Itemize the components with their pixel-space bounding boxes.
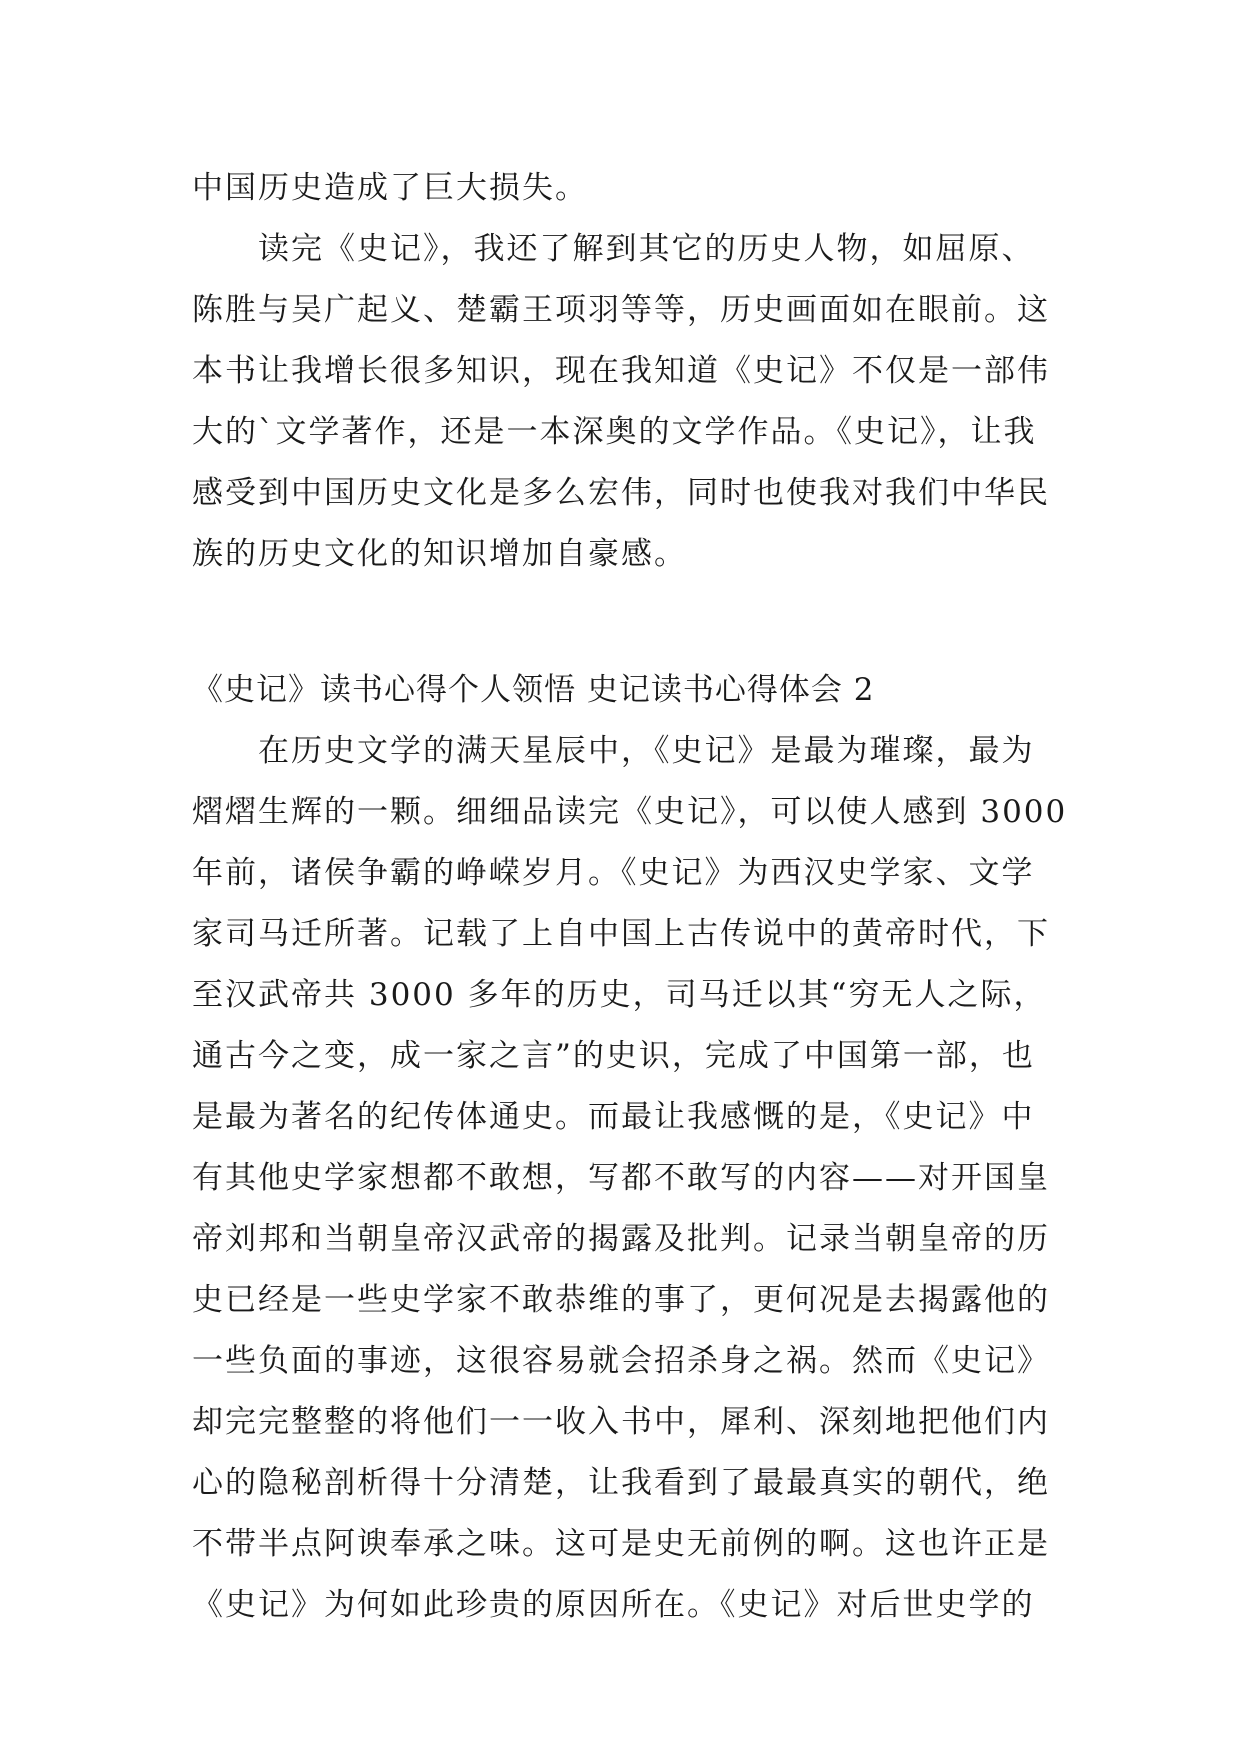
paragraph-line: 中国历史造成了巨大损失。 [192, 170, 588, 206]
paragraph-line: 本书让我增长很多知识，现在我知道《史记》不仅是一部伟 [192, 353, 1050, 389]
paragraph-line: 年前，诸侯争霸的峥嵘岁月。《史记》为西汉史学家、文学 [192, 855, 1035, 891]
paragraph-line: 不带半点阿谀奉承之味。这可是史无前例的啊。这也许正是 [192, 1526, 1050, 1562]
document-body [192, 158, 1068, 1636]
paragraph-line: 至汉武帝共 3000 多年的历史，司马迁以其“穷无人之际， [192, 977, 1047, 1013]
paragraph-line: 《史记》为何如此珍贵的原因所在。《史记》对后世史学的 [192, 1587, 1035, 1623]
paragraph-line: 大的`文学著作，还是一本深奥的文学作品。《史记》，让我 [192, 414, 1037, 450]
paragraph-line: 感受到中国历史文化是多么宏伟，同时也使我对我们中华民 [192, 475, 1050, 511]
paragraph-line: 一些负面的事迹，这很容易就会招杀身之祸。然而《史记》 [192, 1343, 1050, 1379]
paragraph-line: 有其他史学家想都不敢想，写都不敢写的内容——对开国皇 [192, 1160, 1050, 1196]
paragraph-line: 在历史文学的满天星辰中，《史记》是最为璀璨，最为 [192, 733, 1035, 769]
section-spacer [192, 585, 1052, 660]
paragraph-line: 陈胜与吴广起义、楚霸王项羽等等，历史画面如在眼前。这 [192, 292, 1050, 328]
paragraph-line: 族的历史文化的知识增加自豪感。 [192, 536, 687, 572]
paragraph-line: 却完完整整的将他们一一收入书中，犀利、深刻地把他们内 [192, 1404, 1050, 1440]
paragraph-line: 史已经是一些史学家不敢恭维的事了，更何况是去揭露他的 [192, 1282, 1050, 1318]
section-heading: 《史记》读书心得个人领悟 史记读书心得体会 2 [192, 672, 875, 708]
paragraph-line: 心的隐秘剖析得十分清楚，让我看到了最最真实的朝代，绝 [192, 1465, 1050, 1501]
paragraph-line: 是最为著名的纪传体通史。而最让我感慨的是，《史记》中 [192, 1099, 1035, 1135]
paragraph-line: 读完《史记》，我还了解到其它的历史人物，如屈原、 [192, 231, 1035, 267]
paragraph-line: 帝刘邦和当朝皇帝汉武帝的揭露及批判。记录当朝皇帝的历 [192, 1221, 1050, 1257]
paragraph-line: 熠熠生辉的一颗。细细品读完《史记》，可以使人感到 3000 [192, 794, 1068, 830]
paragraph-line: 家司马迁所著。记载了上自中国上古传说中的黄帝时代，下 [192, 916, 1050, 952]
paragraph-line: 通古今之变，成一家之言”的史识，完成了中国第一部，也 [192, 1038, 1035, 1074]
